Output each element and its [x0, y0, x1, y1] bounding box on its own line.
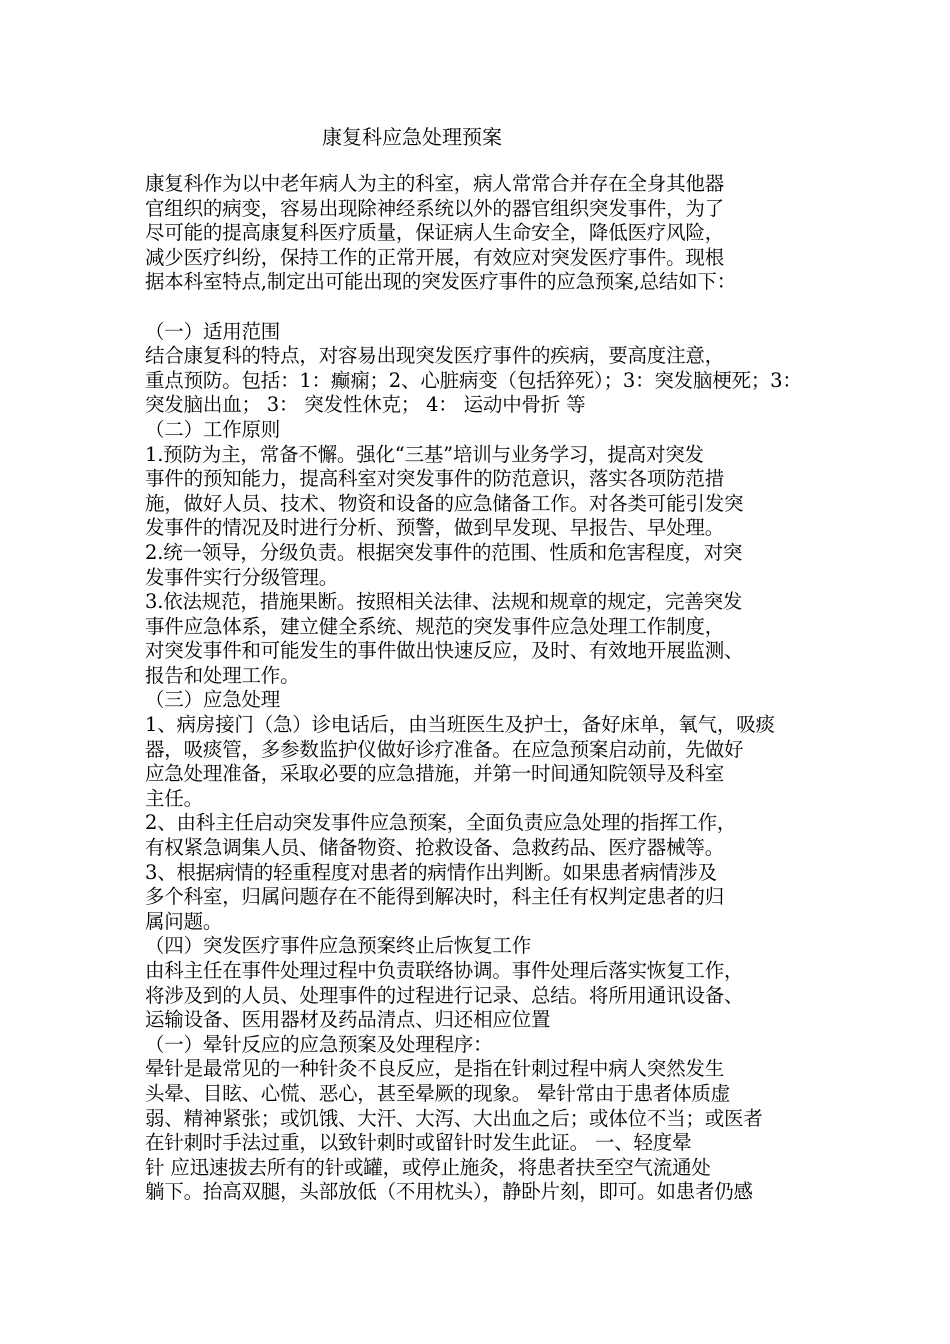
text-line: （一）适用范围	[145, 319, 281, 343]
text-line: 3.依法规范，措施果断。按照相关法律、法规和规章的规定，完善突发	[145, 590, 743, 614]
text-line: 结合康复科的特点，对容易出现突发医疗事件的疾病，要高度注意，	[145, 344, 725, 368]
text-line: 突发脑出血； 3： 突发性休克； 4： 运动中骨折 等	[145, 393, 586, 417]
text-line: 2.统一领导，分级负责。根据突发事件的范围、性质和危害程度，对突	[145, 540, 743, 564]
document-body	[145, 172, 825, 1205]
text-line: 事件应急体系，建立健全系统、规范的突发事件应急处理工作制度，	[145, 614, 725, 638]
text-line: （四）突发医疗事件应急预案终止后恢复工作	[145, 934, 532, 958]
text-line: 康复科作为以中老年病人为主的科室，病人常常合并存在全身其他器	[145, 172, 725, 195]
text-line: 针 应迅速拔去所有的针或罐，或停止施灸，将患者扶至空气流通处	[145, 1155, 711, 1179]
text-line: 多个科室，归属问题存在不能得到解决时，科主任有权判定患者的归	[145, 885, 725, 909]
text-line: 据本科室特点,制定出可能出现的突发医疗事件的应急预案,总结如下：	[145, 270, 736, 294]
text-line: 1.预防为主，常备不懈。强化“三基”培训与业务学习，提高对突发	[145, 442, 704, 466]
text-line: 由科主任在事件处理过程中负责联络协调。事件处理后落实恢复工作，	[145, 959, 744, 982]
text-line: （三）应急处理	[145, 688, 281, 712]
text-line: 弱、精神紧张；或饥饿、大汗、大泻、大出血之后；或体位不当；或医者	[145, 1106, 763, 1130]
text-line: 3、根据病情的轻重程度对患者的病情作出判断。如果患者病情涉及	[145, 860, 717, 884]
text-line: 2、由科主任启动突发事件应急预案，全面负责应急处理的指挥工作，	[145, 811, 737, 835]
text-line: 晕针是最常见的一种针灸不良反应，是指在针刺过程中病人突然发生	[145, 1057, 725, 1081]
text-line: 主任。	[145, 786, 203, 810]
text-line: 在针刺时手法过重，以致针刺时或留针时发生此证。 一、轻度晕	[145, 1131, 692, 1155]
text-line: 头晕、目眩、心慌、恶心，甚至晕厥的现象。 晕针常由于患者体质虚	[145, 1081, 730, 1105]
text-line: 事件的预知能力，提高科室对突发事件的防范意识，落实各项防范措	[145, 467, 725, 491]
text-line: 发事件的情况及时进行分析、预警，做到早发现、早报告、早处理。	[145, 516, 725, 540]
text-line: 器，吸痰管，多参数监护仪做好诊疗准备。在应急预案启动前，先做好	[145, 737, 744, 761]
text-line: 减少医疗纠纷，保持工作的正常开展，有效应对突发医疗事件。现根	[145, 245, 725, 269]
text-line: 将涉及到的人员、处理事件的过程进行记录、总结。将所用通讯设备、	[145, 983, 744, 1007]
document-title: 康复科应急处理预案	[322, 125, 502, 149]
text-line: （二）工作原则	[145, 417, 281, 441]
text-line: 应急处理准备，采取必要的应急措施，并第一时间通知院领导及科室	[145, 762, 725, 786]
text-line: （一）晕针反应的应急预案及处理程序：	[145, 1032, 493, 1056]
text-line: 运输设备、医用器材及药品清点、归还相应位置	[145, 1008, 551, 1032]
text-line: 躺下。抬高双腿，头部放低（不用枕头），静卧片刻，即可。如患者仍感	[145, 1180, 753, 1204]
text-line: 有权紧急调集人员、储备物资、抢救设备、急救药品、医疗器械等。	[145, 836, 725, 860]
text-line: 尽可能的提高康复科医疗质量，保证病人生命安全，降低医疗风险，	[145, 221, 725, 245]
text-line: 报告和处理工作。	[145, 663, 300, 687]
blank-line	[145, 295, 825, 320]
text-line: 官组织的病变，容易出现除神经系统以外的器官组织突发事件，为了	[145, 196, 725, 220]
text-line: 重点预防。包括：1：癫痫；2、心脏病变（包括猝死）；3：突发脑梗死；3：	[145, 368, 802, 392]
text-line: 1、病房接门（急）诊电话后，由当班医生及护士，备好床单，氧气，吸痰	[145, 713, 775, 737]
text-line: 属问题。	[145, 909, 223, 933]
text-line: 发事件实行分级管理。	[145, 565, 339, 589]
text-line: 对突发事件和可能发生的事件做出快速反应，及时、有效地开展监测、	[145, 639, 744, 663]
text-line: 施，做好人员、技术、物资和设备的应急储备工作。对各类可能引发突	[145, 491, 744, 515]
